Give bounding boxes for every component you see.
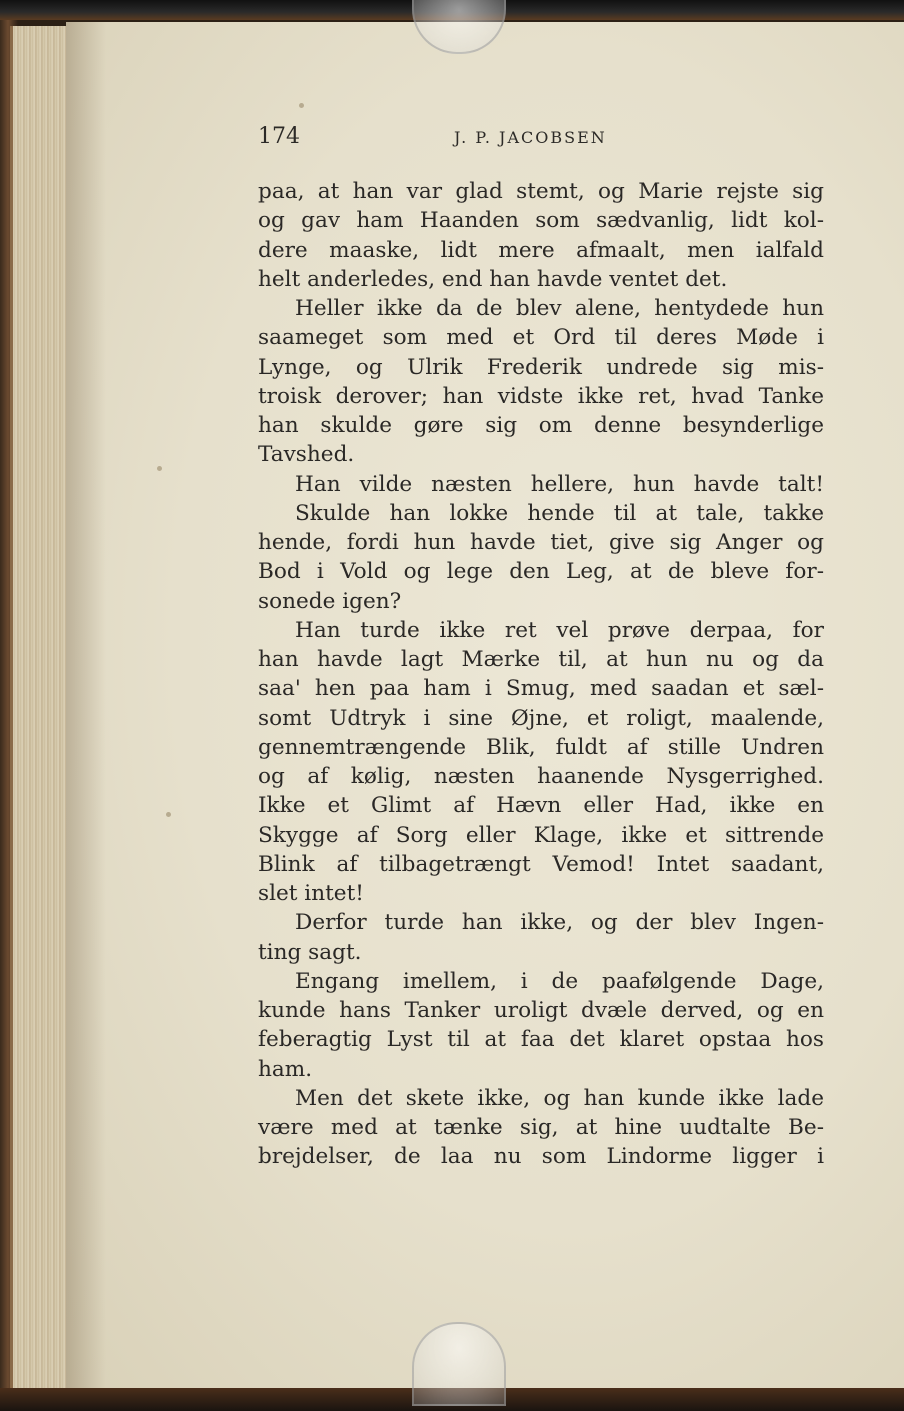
text-line: han havde lagt Mærke til, at hun nu og da <box>258 647 824 672</box>
text-line: dere maaske, lidt mere afmaalt, men ialfald <box>258 237 824 263</box>
text-line: slet intet! <box>258 881 364 906</box>
text-line: saameget som med et Ord til deres Møde i <box>258 325 824 351</box>
paper-speck <box>166 812 171 817</box>
text-line: Men det skete ikke, og han kunde ikke lade <box>295 1085 824 1111</box>
text-line: troisk derover; han vidste ikke ret, hvad Tanke <box>258 383 824 409</box>
text-line: Skulde han lokke hende til at tale, takke <box>295 500 824 526</box>
text-line: ting sagt. <box>258 939 362 965</box>
bottom-page-clip <box>412 1322 506 1406</box>
text-line: Han vilde næsten hellere, hun havde talt! <box>295 471 824 497</box>
text-line: Ikke et Glimt af Hævn eller Had, ikke en <box>258 793 824 819</box>
text-line: gennemtrængende Blik, fuldt af stille Undren <box>258 734 824 760</box>
text-line: Blink af tilbagetrængt Vemod! Intet saadant, <box>258 851 824 877</box>
text-line: Tavshed. <box>258 442 355 468</box>
text-line: ham. <box>258 1056 313 1082</box>
text-line: saa' hen paa ham i Smug, med saadan et sæl- <box>258 676 824 702</box>
text-line: og gav ham Haanden som sædvanlig, lidt kol- <box>258 208 824 234</box>
text-line: feberagtig Lyst til at faa det klaret opstaa hos <box>258 1027 824 1053</box>
body-text <box>258 177 824 1172</box>
text-line: og af kølig, næsten haanende Nysgerrighed. <box>258 764 824 789</box>
text-line: Skygge af Sorg eller Klage, ikke et sittrende <box>258 822 824 848</box>
running-head <box>258 124 828 154</box>
text-line: helt anderledes, end han havde ventet det. <box>258 266 728 292</box>
text-line: Han turde ikke ret vel prøve derpaa, for <box>295 617 824 643</box>
page-number: 174 <box>258 124 300 149</box>
text-line: somt Udtryk i sine Øjne, et roligt, maalende, <box>258 705 824 731</box>
gutter-shadow <box>66 22 106 1390</box>
paper-speck <box>299 103 304 108</box>
text-line: Engang imellem, i de paafølgende Dage, <box>295 968 824 994</box>
text-line: Bod i Vold og lege den Leg, at de bleve for- <box>258 559 824 585</box>
text-line: Lynge, og Ulrik Frederik undrede sig mis- <box>258 354 824 380</box>
text-line: hende, fordi hun havde tiet, give sig Anger og <box>258 530 824 555</box>
page-stack-edge <box>10 26 73 1390</box>
text-line: sonede igen? <box>258 588 402 614</box>
text-line: kunde hans Tanker uroligt dvæle derved, og en <box>258 998 824 1023</box>
text-line: Heller ikke da de blev alene, hentydede hun <box>295 296 824 321</box>
text-line: han skulde gøre sig om denne besynderlige <box>258 413 824 438</box>
text-line: Derfor turde han ikke, og der blev Ingen- <box>295 910 824 936</box>
running-head-author: J. P. JACOBSEN <box>454 128 607 147</box>
paper-speck <box>157 466 162 471</box>
text-line: være med at tænke sig, at hine uudtalte Be- <box>258 1115 824 1140</box>
text-line: brejdelser, de laa nu som Lindorme ligger i <box>258 1144 824 1170</box>
text-line: paa, at han var glad stemt, og Marie rejste sig <box>258 179 824 204</box>
